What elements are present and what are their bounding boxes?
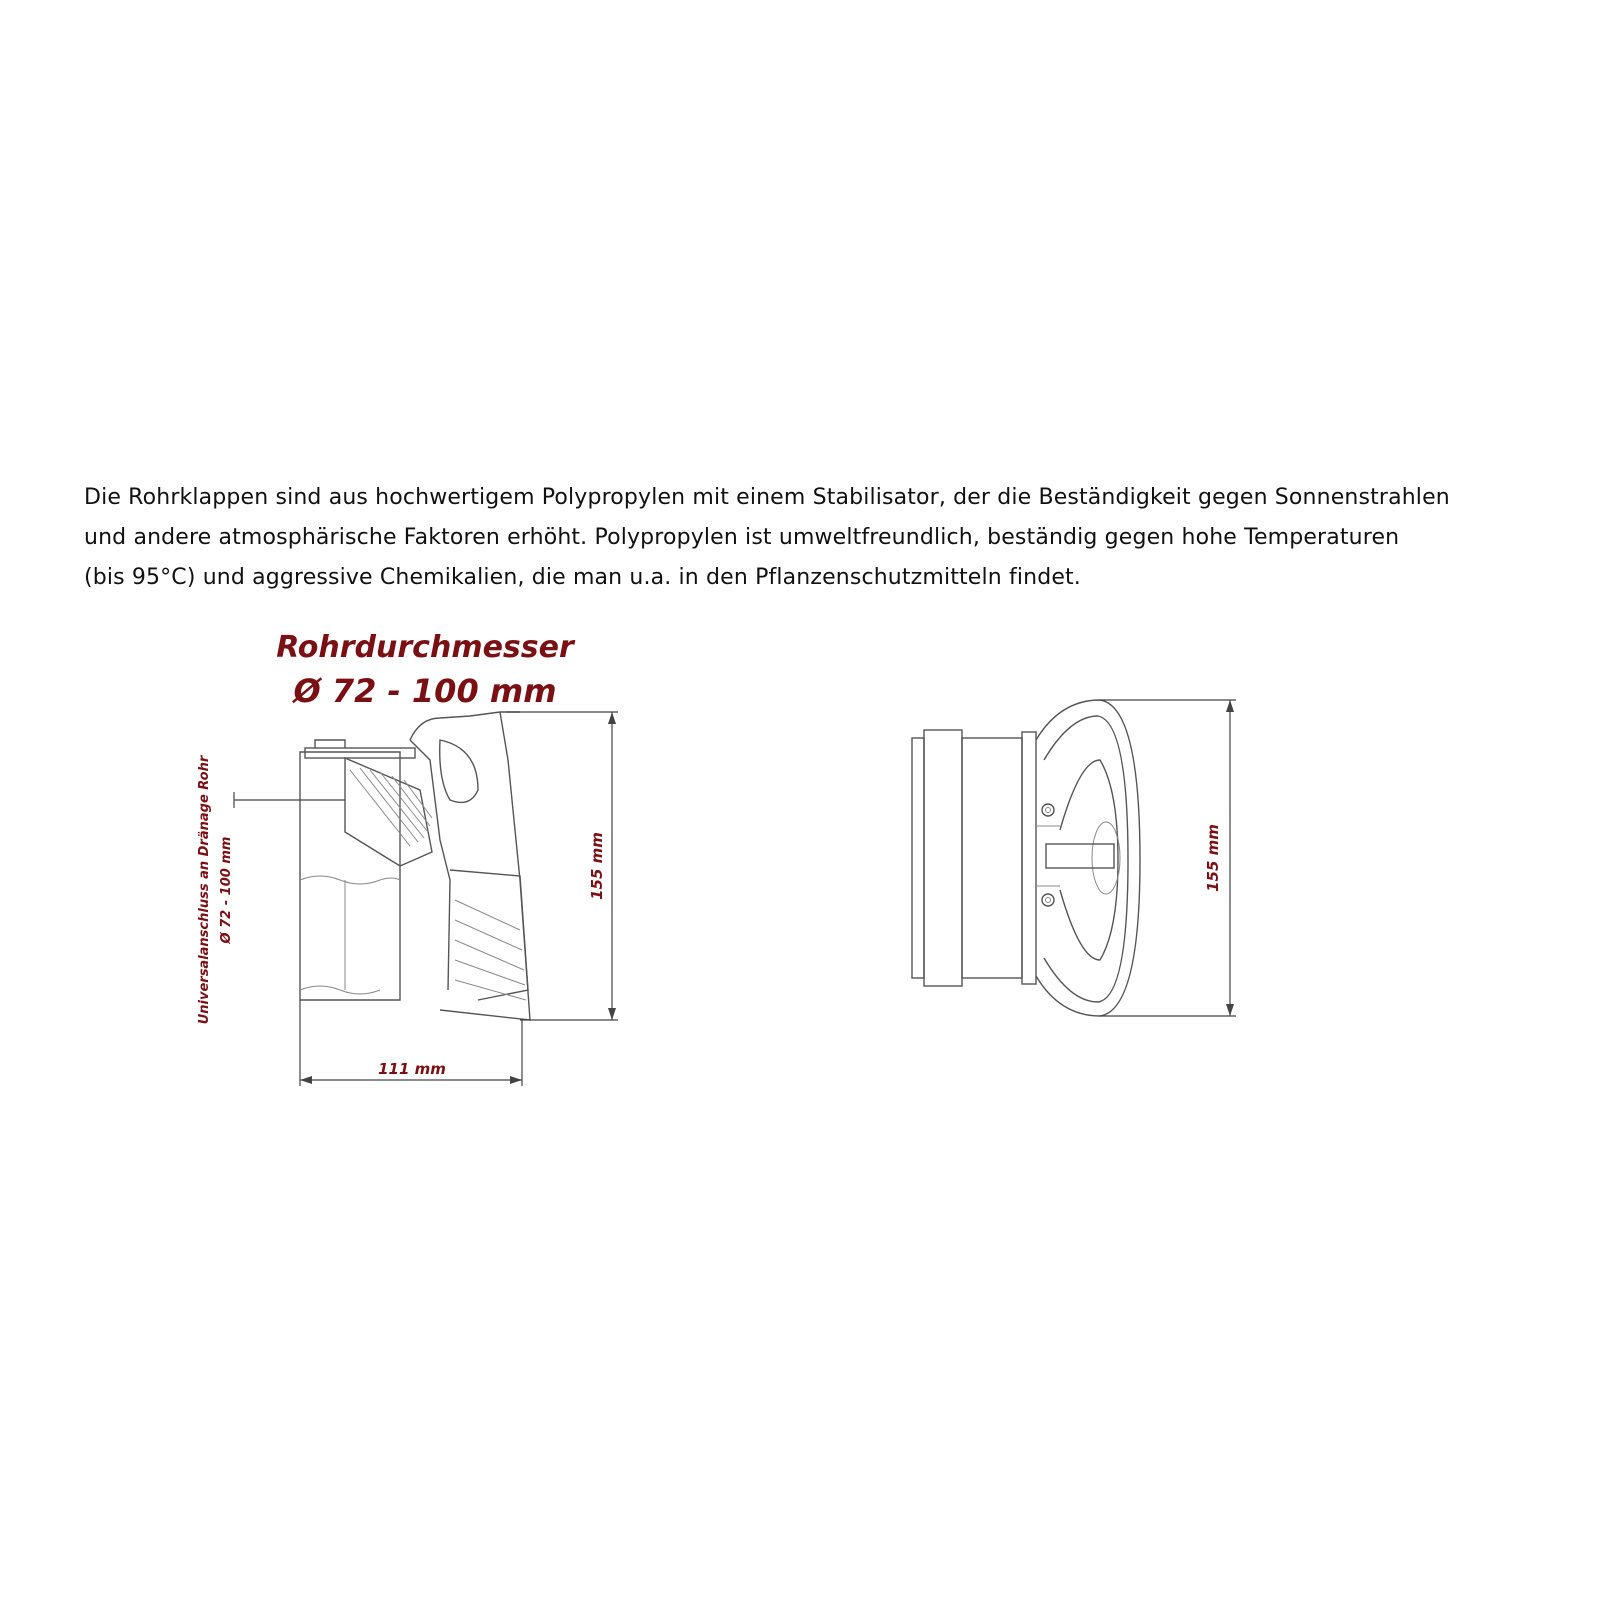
connector-diameter-label: Ø 72 - 100 mm bbox=[219, 836, 234, 944]
diagram-title: Rohrdurchmesser bbox=[276, 630, 574, 665]
front-view-drawing bbox=[912, 700, 1140, 1016]
description-line-2: und andere atmosphärische Faktoren erhöht. Polypropylen ist umweltfreundlich, beständig gegen hohe Temperaturen bbox=[84, 525, 1400, 550]
side-height-label: 155 mm bbox=[588, 832, 606, 900]
description-line-3: (bis 95°C) und aggressive Chemikalien, die man u.a. in den Pflanzenschutzmitteln findet. bbox=[84, 565, 1081, 590]
side-view-drawing bbox=[234, 712, 530, 1020]
connector-label: Universalanschluss an Dränage Rohr bbox=[197, 755, 212, 1025]
diameter-range-label: Ø 72 - 100 mm bbox=[293, 672, 557, 710]
width-label: 111 mm bbox=[378, 1060, 446, 1078]
front-height-label: 155 mm bbox=[1204, 824, 1222, 892]
description-line-1: Die Rohrklappen sind aus hochwertigem Polypropylen mit einem Stabilisator, der die Beständigkeit gegen Sonnenstrahlen bbox=[84, 485, 1450, 510]
